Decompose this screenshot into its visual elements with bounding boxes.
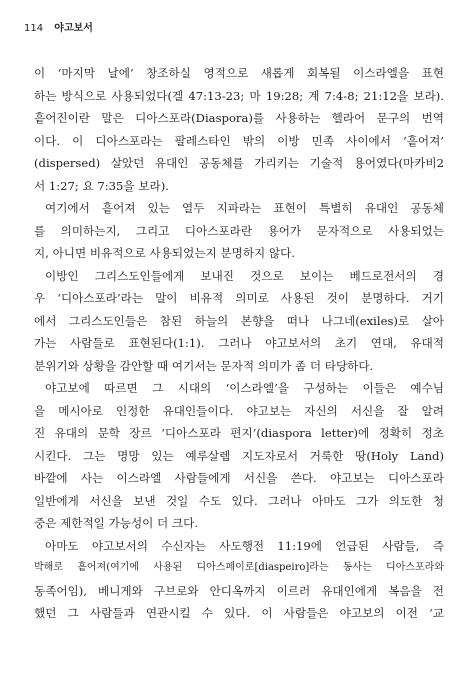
book-title: 야고보서 [54,23,93,34]
text-line: 야고보에 따르면 그 시대의 ‘이스라엘’을 구성하는 이들은 예수님 [45,381,444,395]
text-line: 동족어임), 베니게와 구브로와 안디옥까지 이르러 유대인에게 복음을 전 [34,583,444,598]
text-line: 분위기와 상황을 감안할 때 여기서는 문자적 의미가 좀 더 타당하다. [34,358,374,373]
text-line: 서 1:27; 요 7:35을 보라). [34,178,169,193]
text-line: 우 ‘디아스포라’라는 말이 비유적 의미로 사용된 것이 분명하다. 거기 [34,291,444,305]
text-line: 일반에게 서신을 보낸 것일 수도 있다. 그러나 아마도 그가 의도한 청 [34,493,444,508]
text-line: 박해로 흩어져(여기에 사용된 디아스페이로[diaspeiro]라는 동사는 디아스포라와 [34,562,444,573]
text-line: 흩어진이란 말은 디아스포라(Diaspora)를 사용하는 헬라어 문구의 번역 [34,111,444,125]
text-line: 진 유대의 문학 장르 ‘디아스포라 편지’(diaspora letter)에 정확히 정초 [34,426,444,440]
text-line: 에서 그리스도인들은 참된 하늘의 본향을 떠나 나그네(exiles)로 살아 [34,313,444,328]
text-line: (dispersed) 살았던 유대인 공동체를 가리키는 기술적 용어였다(마카비2 [34,156,444,170]
text-line: 이방인 그리스도인들에게 보내진 것으로 보이는 베드로전서의 경 [45,268,444,283]
page-header [24,19,93,34]
text-line: 하는 방식으로 사용되었다(겔 47:13-23; 마 19:28; 계 7:4-8; 21:12을 보라). [34,88,444,103]
text-line: 중은 제한적일 가능성이 더 크다. [34,516,199,530]
text-line: 시킨다. 그는 명망 있는 예루살렘 지도자로서 거룩한 땅(Holy Land) [34,448,444,463]
text-line: 이 ‘마지막 날에’ 창조하실 영적으로 새롭게 회복될 이스라엘을 표현 [34,66,444,80]
text-line: 을 메시아로 인정한 유대인들이다. 야고보는 자신의 서신을 잘 알려 [34,403,444,418]
text-line: 했던 그 사람들과 연관시킬 수 있다. 이 사람들은 야고보의 이전 ‘교 [34,606,444,620]
text-line: 를 의미하는지, 그리고 디아스포라란 용어가 문자적으로 사용되었는 [34,223,444,238]
text-line: 바깥에 사는 이스라엘 사람들에게 서신을 쓴다. 야고보는 디아스포라 [34,471,444,485]
text-line: 이다. 이 디아스포라는 팔레스타인 밖의 이방 민족 사이에서 ‘흩어져’ [34,133,444,148]
text-line: 지, 아니면 비유적으로 사용되었는지 분명하지 않다. [34,246,295,260]
body-text [34,62,444,625]
text-line: 여기에서 흩어져 있는 열두 지파라는 표현이 특별히 유대인 공동체 [45,201,444,215]
page-number: 114 [24,23,44,34]
text-line: 아마도 야고보서의 수신자는 사도행전 11:19에 언급된 사람들, 즉 [45,538,444,553]
text-line: 가는 사람들로 표현된다(1:1). 그러나 야고보서의 초기 연대, 유대적 [34,336,444,350]
